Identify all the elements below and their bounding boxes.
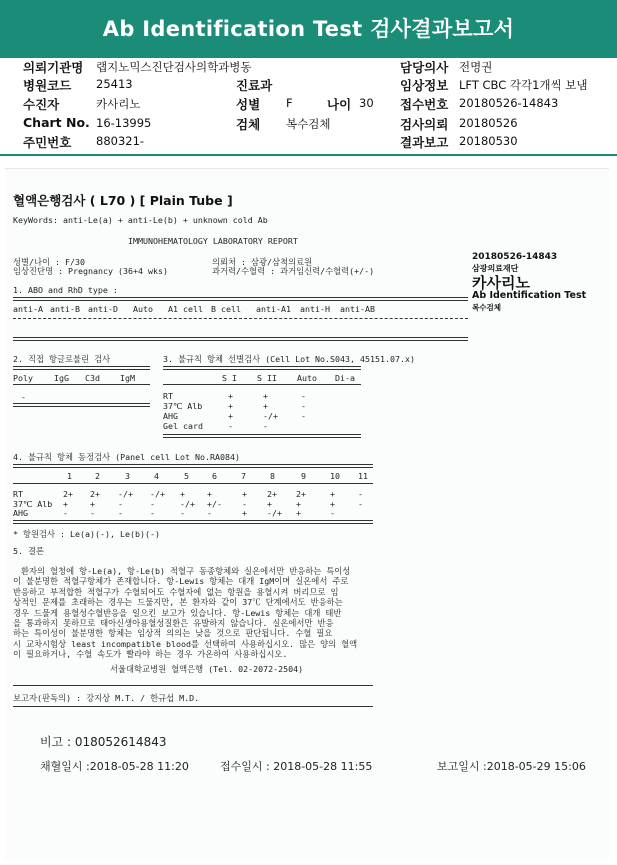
sec4-row-label: AHG bbox=[13, 508, 28, 518]
sec1-col-header: anti-A bbox=[13, 304, 43, 314]
sec3-cell: + bbox=[263, 391, 268, 401]
sec4-cell: + bbox=[242, 489, 247, 499]
sec4-col-header: 6 bbox=[212, 471, 217, 481]
sec4-cell: + bbox=[267, 498, 272, 509]
sec4-cell: - bbox=[63, 508, 68, 518]
sec4-cell: - bbox=[358, 489, 363, 499]
sec4-row-label: 37℃ Alb bbox=[13, 498, 53, 509]
reported-time: 보고일시 :2018-05-29 15:06 bbox=[437, 760, 586, 773]
keywords: KeyWords: anti-Le(a) + anti-Le(b) + unknown cold Ab bbox=[13, 215, 268, 225]
sec4-col-header: 4 bbox=[154, 471, 159, 481]
conclusion-line: 상적인 문제를 초래하는 경우는 드물지만, 본 환자와 같이 37℃ 단계에서도 반응하는 bbox=[13, 597, 343, 608]
value-sex: F bbox=[286, 96, 293, 110]
collected-time: 채혈일시 :2018-05-28 11:20 bbox=[40, 760, 189, 773]
sec3-col-header: Di-a bbox=[335, 373, 355, 383]
sec1-col-header: anti-H bbox=[300, 304, 330, 314]
reporter-rule-bottom bbox=[13, 706, 373, 707]
value-chart-no: 16-13995 bbox=[96, 116, 152, 130]
sec4-cell: -/+ bbox=[180, 498, 195, 509]
sec2-col-header: C3d bbox=[85, 373, 100, 383]
sec4-title: 4. 불규칙 항체 동정검사 (Panel cell Lot No.RA084) bbox=[13, 452, 240, 462]
label-receipt-number: 접수번호 bbox=[400, 97, 449, 112]
sec2-value: - bbox=[21, 392, 26, 402]
value-receipt-number: 20180526-14843 bbox=[459, 96, 559, 110]
label-age: 나이 bbox=[327, 97, 352, 112]
requester: 의뢰처 : 삼광/삼척의료원 bbox=[212, 257, 313, 267]
sec4-cell: - bbox=[207, 508, 212, 518]
sec2-title: 2. 직접 항글로불린 검사 bbox=[13, 354, 111, 364]
conclusion-line: 환자의 혈청에 항-Le(a), 항-Le(b) 적혈구 동종항체와 실온에서만 반응하는 특이성 bbox=[21, 566, 351, 576]
sec4-col-header: 8 bbox=[270, 471, 275, 481]
value-hospital-code: 25413 bbox=[96, 77, 133, 91]
stamp-number: 20180526-14843 bbox=[472, 252, 558, 262]
label-resident-number: 주민번호 bbox=[23, 135, 72, 150]
label-chart-no: Chart No. bbox=[23, 115, 90, 130]
sec4-cell: 2+ bbox=[267, 489, 277, 499]
sec3-col-header: Auto bbox=[297, 373, 317, 383]
hospital-contact: 서울대학교병원 혈액은행 (Tel. 02-2072-2504) bbox=[110, 664, 304, 674]
sec4-col-header: 10 bbox=[330, 471, 340, 481]
sec3-cell: - bbox=[301, 401, 306, 411]
sec3-title: 3. 불규칙 항체 선별검사 (Cell Lot No.S043, 45151.07.x) bbox=[163, 354, 415, 364]
value-clinical-info: LFT CBC 각각1개씩 보냄 bbox=[459, 78, 588, 92]
diagnosis: 임상진단명 : Pregnancy (36+4 wks) bbox=[13, 266, 168, 276]
sec4-cell: -/+ bbox=[150, 489, 165, 499]
sec4-cell: -/+ bbox=[118, 489, 133, 499]
conclusion-line: 시 교차시험상 least incompatible blood를 선택하여 사용하십시오. 많은 양의 혈액 bbox=[13, 638, 358, 649]
sec4-cell: 2+ bbox=[63, 489, 73, 499]
sec4-cell: - bbox=[242, 498, 247, 509]
sec4-col-header: 9 bbox=[301, 471, 306, 481]
value-patient: 카사리노 bbox=[96, 97, 141, 111]
sec4-cell: -/+ bbox=[267, 508, 282, 518]
sec4-cell: - bbox=[90, 508, 95, 518]
sec3-row-label: AHG bbox=[163, 411, 178, 421]
sec4-col-header: 7 bbox=[241, 471, 246, 481]
sec4-cell: + bbox=[242, 508, 247, 518]
sec1-col-header: B cell bbox=[211, 304, 241, 314]
value-resident-number: 880321- bbox=[96, 134, 145, 148]
doc-title: 혈액은행검사 ( L70 ) [ Plain Tube ] bbox=[13, 193, 233, 208]
remark: 비고 : 018052614843 bbox=[40, 735, 167, 749]
sec3-cell: - bbox=[228, 421, 233, 431]
conclusion-line: 이 불분명한 적혈구항체가 존재합니다. 항-Lewis 항체는 대개 IgM이며 실온에서 주로 bbox=[13, 576, 349, 587]
sec2-col-header: IgM bbox=[120, 373, 135, 383]
sec1-col-header: anti-A1 bbox=[256, 304, 291, 314]
sec2-rule-top bbox=[13, 366, 150, 370]
sec4-cell: + bbox=[296, 508, 301, 518]
label-clinical-info: 임상정보 bbox=[400, 78, 449, 93]
label-patient: 수진자 bbox=[23, 97, 60, 112]
label-department: 진료과 bbox=[236, 78, 273, 93]
sec3-col-header: S I bbox=[222, 373, 237, 383]
conclusion-line: 반응하고 부적합한 적혈구가 수혈되어도 수혈자에 없는 항원을 용혈시켜 버리므로 임 bbox=[13, 586, 339, 597]
sec2-rule-mid bbox=[13, 384, 150, 385]
value-specimen: 복수검체 bbox=[286, 117, 331, 131]
value-requesting-institution: 랩지노믹스진단검사의학과병동 bbox=[96, 60, 252, 74]
sec3-rule-bottom bbox=[163, 434, 361, 438]
sec3-cell: + bbox=[228, 411, 233, 421]
stamp-specimen: 복수검체 bbox=[472, 303, 501, 312]
sec1-col-header: anti-B bbox=[50, 304, 80, 314]
label-hospital-code: 병원코드 bbox=[23, 78, 72, 93]
sec4-cell: - bbox=[330, 508, 335, 518]
conclusion-line: 하는 특이성이 불분명한 항체는 임상적 의의는 낮을 것으로 판단됩니다. 수혈 필요 bbox=[13, 628, 333, 639]
sec1-rule-top bbox=[13, 297, 468, 301]
sec4-rule-mid bbox=[13, 483, 373, 484]
sec2-col-header: IgG bbox=[54, 373, 69, 383]
sec3-cell: + bbox=[228, 391, 233, 401]
sec4-rule-top bbox=[13, 464, 373, 468]
sec4-cell: + bbox=[90, 498, 95, 509]
sec3-cell: - bbox=[301, 391, 306, 401]
sec4-cell: + bbox=[330, 498, 335, 509]
label-specimen: 검체 bbox=[236, 117, 261, 132]
sec3-col-header: S II bbox=[257, 373, 277, 383]
sec4-cell: + bbox=[63, 498, 68, 509]
reporter-rule-top bbox=[13, 685, 373, 686]
reporter: 보고자(판독의) : 강지상 M.T. / 한규섭 M.D. bbox=[13, 693, 200, 703]
value-doctor: 전명권 bbox=[459, 60, 493, 74]
sec4-cell: - bbox=[118, 508, 123, 518]
sec1-rule-bottom bbox=[13, 337, 468, 341]
sec3-cell: - bbox=[301, 411, 306, 421]
sec4-cell: - bbox=[150, 498, 155, 509]
label-requesting-institution: 의뢰기관명 bbox=[23, 60, 84, 75]
sec4-cell: + bbox=[296, 498, 301, 509]
sec4-col-header: 3 bbox=[125, 471, 130, 481]
sec4-cell: 2+ bbox=[90, 489, 100, 499]
sec3-row-label: 37℃ Alb bbox=[163, 401, 203, 411]
sec1-title: 1. ABO and RhD type : bbox=[13, 285, 118, 295]
sec4-cell: 2+ bbox=[296, 489, 306, 499]
stamp-test: Ab Identification Test bbox=[472, 290, 587, 301]
sec2-rule-bottom bbox=[13, 403, 150, 407]
sec4-cell: - bbox=[358, 498, 363, 509]
sec2-col-header: Poly bbox=[13, 373, 33, 383]
value-result-report: 20180530 bbox=[459, 134, 518, 148]
sec4-rule-bottom bbox=[13, 520, 373, 524]
sec1-col-header: Auto bbox=[133, 304, 153, 314]
sec5-title: 5. 결론 bbox=[13, 546, 45, 556]
sec3-rule-top bbox=[163, 366, 361, 370]
received-time: 접수일시 : 2018-05-28 11:55 bbox=[220, 760, 373, 773]
sec4-cell: - bbox=[118, 498, 123, 509]
sec4-cell: + bbox=[207, 489, 212, 499]
sec1-rule-mid bbox=[13, 318, 468, 319]
sec3-rule-mid bbox=[163, 384, 361, 385]
stamp-name: 카사리노 bbox=[472, 274, 530, 292]
conclusion-line: 이 필요하거나, 수혈 속도가 빨라야 하는 경우 가온하여 사용하십시오. bbox=[13, 649, 288, 660]
conclusion-line: 을 통과하지 못하므로 태아신생아용혈성질환은 유발하지 않습니다. 실온에서만 반응 bbox=[13, 618, 334, 628]
sec4-col-header: 11 bbox=[358, 471, 368, 481]
sec4-col-header: 5 bbox=[184, 471, 189, 481]
label-result-report: 결과보고 bbox=[400, 135, 449, 150]
lab-report-title: IMMUNOHEMATOLOGY LABORATORY REPORT bbox=[128, 236, 298, 246]
sec3-cell: + bbox=[228, 401, 233, 411]
sec1-col-header: anti-AB bbox=[340, 304, 375, 314]
sec4-row-label: RT bbox=[13, 489, 23, 499]
sec1-col-header: anti-D bbox=[88, 304, 118, 314]
sec1-col-header: A1 cell bbox=[168, 304, 203, 314]
sec3-cell: + bbox=[263, 401, 268, 411]
sec4-cell: - bbox=[180, 508, 185, 518]
sec4-col-header: 2 bbox=[95, 471, 100, 481]
sex-age: 성별/나이 : F/30 bbox=[13, 257, 86, 267]
sec4-cell: +/- bbox=[207, 498, 222, 509]
stamp-org: 삼광의료재단 bbox=[472, 264, 519, 273]
sec4-cell: + bbox=[180, 489, 185, 499]
value-test-request: 20180526 bbox=[459, 116, 518, 130]
sec3-cell: -/+ bbox=[263, 411, 278, 421]
report-title: Ab Identification Test 검사결과보고서 bbox=[0, 0, 617, 58]
sec4-col-header: 1 bbox=[67, 471, 72, 481]
value-age: 30 bbox=[359, 96, 374, 110]
conclusion-line: 경우 드물게 용혈성수혈반응을 일으킨 보고가 있습니다. 항-Lewis 항체는 대개 태반 bbox=[13, 607, 342, 618]
sec4-cell: + bbox=[330, 489, 335, 499]
sec4-cell: - bbox=[150, 508, 155, 518]
label-sex: 성별 bbox=[236, 97, 261, 112]
sec3-row-label: RT bbox=[163, 391, 173, 401]
header-divider bbox=[0, 154, 617, 156]
sec3-cell: - bbox=[263, 421, 268, 431]
antigen-test: * 항원검사 : Le(a)(-), Le(b)(-) bbox=[13, 529, 160, 539]
transfusion-history: 과거력/수혈력 : 과거임신력/수혈력(+/-) bbox=[212, 266, 375, 276]
label-doctor: 담당의사 bbox=[400, 60, 449, 75]
sec3-row-label: Gel card bbox=[163, 421, 203, 431]
label-test-request: 검사의뢰 bbox=[400, 117, 449, 132]
